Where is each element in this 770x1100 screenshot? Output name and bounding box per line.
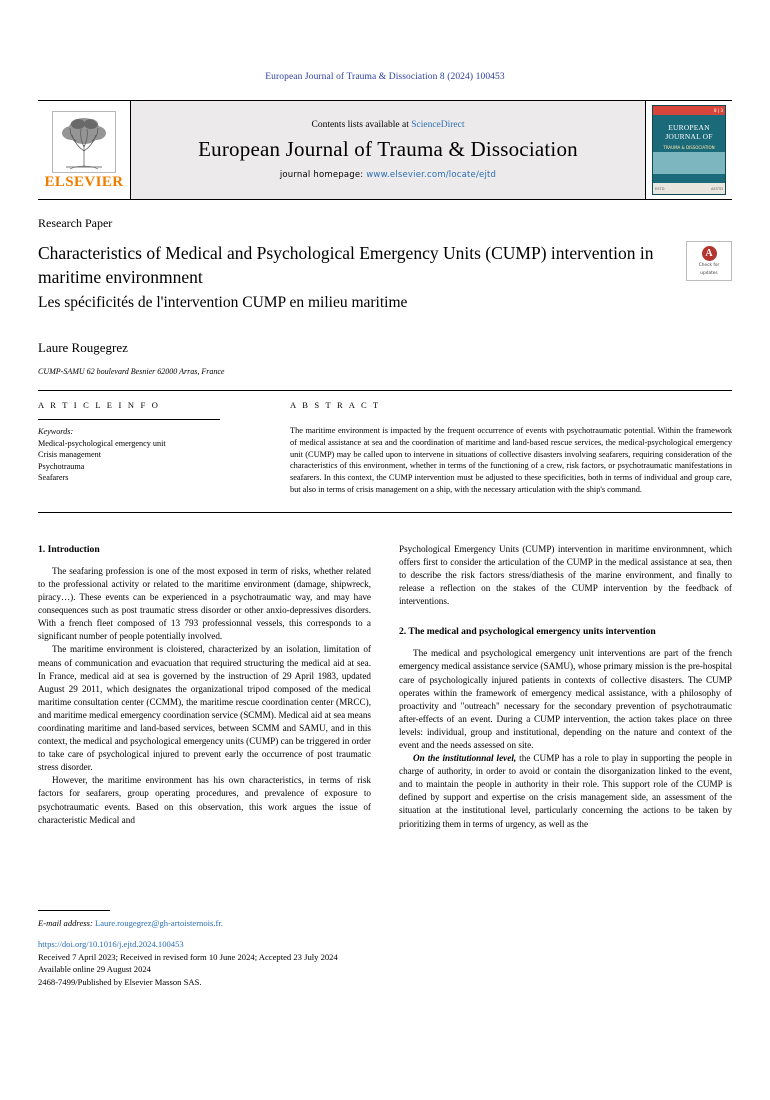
corresponding-email — [38, 917, 368, 929]
abstract-heading: A B S T R A C T — [290, 400, 381, 410]
journal-cover — [646, 101, 732, 199]
crossmark-box[interactable] — [686, 241, 732, 281]
author-name: Laure Rougegrez — [38, 340, 128, 355]
paragraph: The medical and psychological emergency unit interventions are part of the french emergency medical assistance service (SAMU), whose primary mission is the pre-hospital care of psychologically injured patients in contexts of collective disasters. The CUMP operates within the framework of emergency medical assistance, with a philosophy of proactivity and "outreach" necessary for the secondary prevention of psychotraumatic after-effects of an event. During a CUMP intervention, the action takes place on three levels: individual, group and institutional, depending on the nature and context of the event and the needs assessed on site. — [399, 648, 732, 750]
keyword-item: Seafarers — [38, 473, 69, 483]
cover-subtitle: TRAUMA & DISSOCIATION — [663, 145, 715, 150]
email-address[interactable]: Laure.rougegrez@gh-artoisternois.fr. — [94, 917, 223, 928]
journal-title: European Journal of Trauma & Dissociation — [198, 137, 578, 161]
publisher-name: ELSEVIER — [44, 174, 124, 190]
email-label: E-mail address: — [38, 917, 93, 928]
homepage-line — [280, 170, 496, 180]
contents-prefix: Contents lists available at — [311, 120, 409, 130]
paragraph: The maritime environment is cloistered, characterized by an isolation, limitation of means of communication and evacuation that required structuring the medical aid at sea. In France, medical aid at sea is governed by the instruction of 29 April 1983, updated August 29 2011, which designates the organizational tripod composed of the medical maritime consultation center (CCMM), the maritime rescue coordination center (MRCC), and maritime medical emergency coordination service (SCMM). Medical aid at sea means coordinating maritime and land-based services, between SCMM and SAMU, and in this context, the medical and psychological emergency units (CUMP) can be triggered in order to take care of psychological injured to prevent early the occurrence of post traumatic stress disorder. — [38, 644, 371, 773]
cover-thumbnail — [652, 105, 726, 195]
keyword-item: Medical-psychological emergency unit — [38, 439, 166, 448]
divider-keywords — [38, 419, 220, 420]
contents-line — [311, 120, 464, 130]
body-column-left — [38, 543, 371, 831]
divider-info-bottom — [38, 512, 732, 513]
elsevier-tree-icon — [52, 111, 116, 173]
article-type: Research Paper — [38, 216, 113, 230]
section-heading-cump-intervention: 2. The medical and psychological emergency units intervention — [399, 626, 656, 638]
author-affiliation: CUMP-SAMU 62 boulevard Besnier 62000 Arras, France — [38, 367, 225, 376]
copyright-line: 2468-7499/Published by Elsevier Masson SAS. — [38, 976, 202, 987]
title-row — [38, 241, 732, 314]
paragraph-runin — [399, 752, 732, 831]
crossmark-label-2: updates — [700, 270, 718, 276]
page-title: Characteristics of Medical and Psychological Emergency Units (CUMP) intervention in maritime environmnent — [38, 243, 654, 287]
body-columns — [38, 543, 732, 831]
cover-issn-badge: 8 | 3 — [714, 108, 723, 113]
page-footer — [38, 910, 368, 988]
homepage-url[interactable]: www.elsevier.com/locate/ejtd — [366, 170, 497, 180]
keywords-label: Keywords: — [38, 427, 74, 436]
sciencedirect-link[interactable]: ScienceDirect — [411, 120, 465, 130]
run-in-heading: On the institutionnal level, — [413, 753, 517, 764]
cover-footer — [653, 183, 725, 194]
cover-footer-right: AESTD — [711, 186, 723, 191]
available-online: Available online 29 August 2024 — [38, 964, 151, 975]
cover-title: EUROPEAN JOURNAL OF — [665, 123, 713, 141]
homepage-label: journal homepage: — [279, 170, 364, 180]
paragraph: Psychological Emergency Units (CUMP) intervention in maritime environmnent, which offers first to consider the articulation of the CUMP in the medical assistance at sea, then to describe the risk factors stress/diathesis of the marine environment, and finally to release a reflection on the stakes of the CUMP intervention by the feedback of interventions. — [399, 543, 732, 607]
publisher-logo — [38, 101, 130, 199]
article-info-heading: A R T I C L E I N F O — [38, 400, 161, 410]
article-history: Received 7 April 2023; Received in revised form 10 June 2024; Accepted 23 July 2024 — [38, 951, 338, 962]
cover-topbar — [653, 106, 725, 115]
abstract-text: The maritime environment is impacted by the frequent occurrence of events with psychotraumatic potential. Within the framework of medical assistance at sea and the coordination of maritime and land-based rescue services, the medical-psychological emergency unit (CUMP) may be called upon to intervene in situations of collective disasters involving seafarers, requiring consideration of the characteristics of this environment, whether in terms of the functioning of a crew, risk factors, or psychotraumatic manifestations in seafarers. In this context, the CUMP intervention must be adjusted to these specificities, both in terms of individual and group care, but also in terms of crisis management on a ship, with the necessary articulation with the ship's command. — [290, 426, 732, 494]
divider-info-top — [38, 390, 732, 391]
info-abstract-row — [38, 400, 732, 496]
crossmark-badge[interactable] — [686, 241, 732, 281]
paragraph: The seafaring profession is one of the most exposed in term of risks, whether related to the professional activity or related to the maritime environment (damage, shipwreck, piracy…). These events can be experienced in a psychotraumatic way, and may have consequences such as post traumatic stress disorder or other anxio-depressives disorders. With a french fleet composed of 13 793 professionnal vessels, this corresponds to a significant number of people potentially involved. — [38, 565, 371, 642]
title-block — [38, 241, 686, 314]
masthead-center — [130, 101, 646, 199]
doi-link[interactable]: https://doi.org/10.1016/j.ejtd.2024.100453 — [38, 939, 184, 950]
section-heading-introduction: 1. Introduction — [38, 543, 100, 555]
journal-masthead — [38, 100, 732, 200]
paragraph-text: the CUMP has a role to play in supporting the people in charge of authority, in order to avoid or contain the disorganization linked to the event, and to maintain the people in authority in their role. This support role of the CUMP is defined by support and expertise on the crisis management side, an assessment of the situation at the institutional level, particularly concerning the actions to be taken by prioritizing them in terms of urgency, as well as the — [399, 753, 732, 829]
keyword-item: Crisis management — [38, 450, 101, 460]
article-info-column — [38, 400, 248, 496]
running-head: European Journal of Trauma & Dissociation 8 (2024) 100453 — [265, 72, 505, 82]
body-column-right — [399, 543, 732, 831]
footnote-rule — [38, 910, 110, 911]
crossmark-label-1: Check for — [698, 263, 720, 269]
page-title-french: Les spécificités de l'intervention CUMP en milieu maritime — [38, 294, 408, 311]
paragraph: However, the maritime environment has his own characteristics, in terms of risk factors for seafarers, group operating procedures, and prevalence of exposure to psychotraumatic events. Based on this observation, this work argues the issue of characteristic Medical and — [38, 775, 371, 825]
cover-footer-left: ESTD — [655, 186, 665, 191]
crossmark-icon: A — [702, 246, 717, 261]
keyword-item: Psychotrauma — [38, 461, 85, 471]
abstract-column — [248, 400, 732, 496]
cover-band — [653, 152, 725, 174]
